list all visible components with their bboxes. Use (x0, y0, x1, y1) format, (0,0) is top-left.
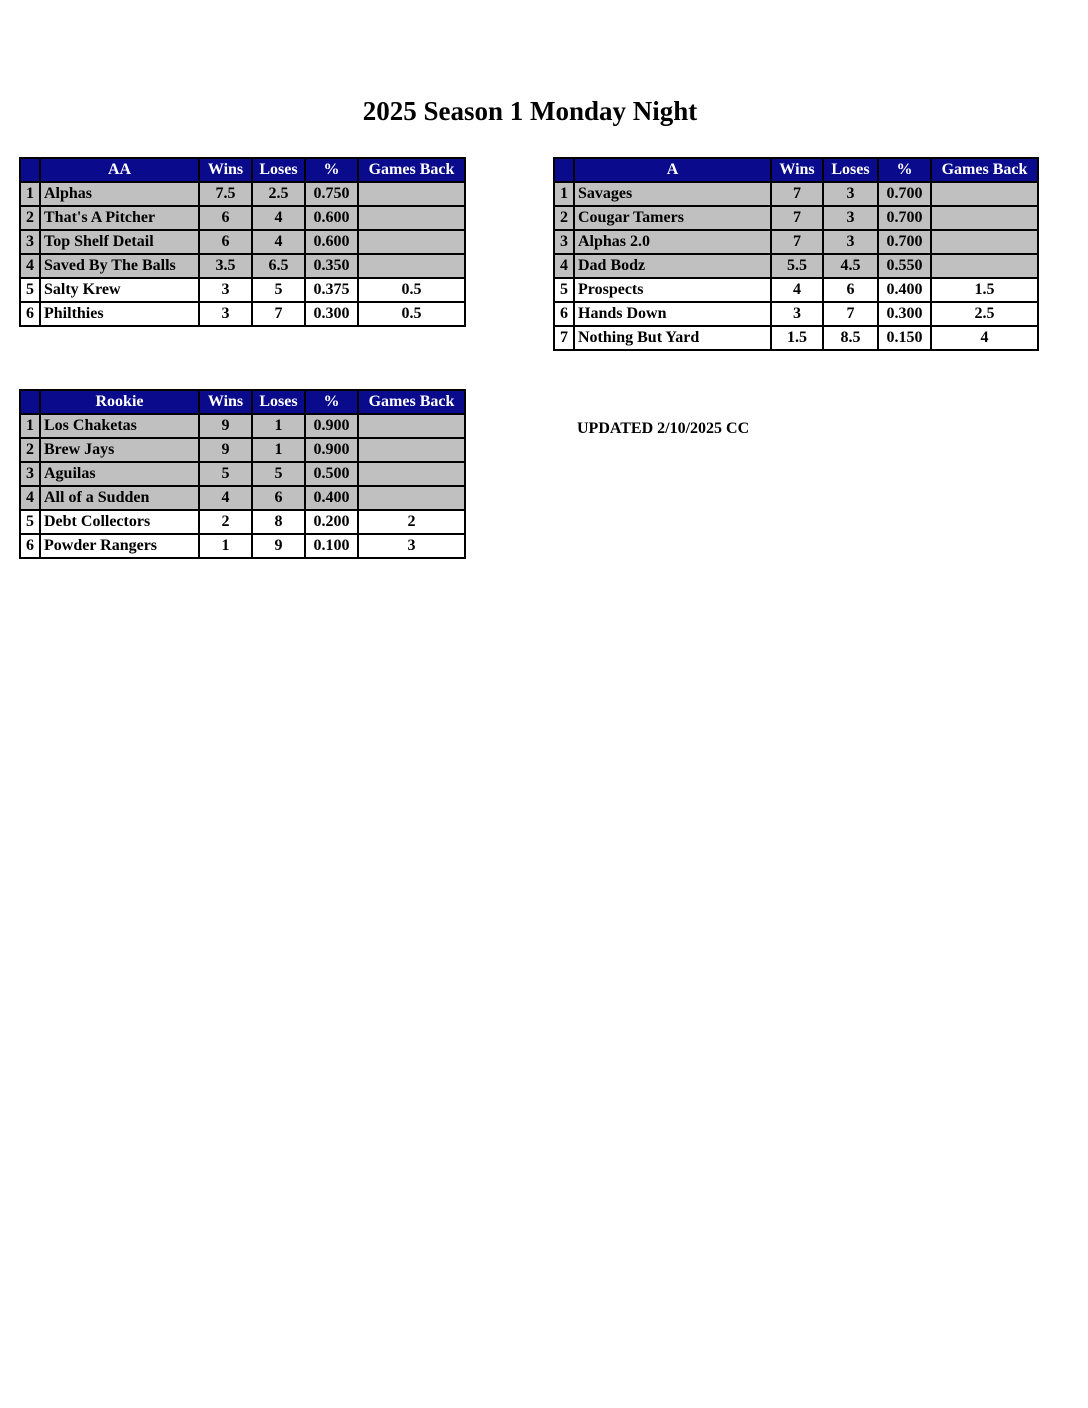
games-back-cell (931, 230, 1038, 254)
games-back-cell (358, 486, 465, 510)
rank-cell: 6 (20, 302, 40, 326)
table-row (554, 326, 1038, 350)
rank-cell: 2 (554, 206, 574, 230)
table-row (554, 206, 1038, 230)
team-name-cell: Brew Jays (40, 438, 199, 462)
wins-cell: 1.5 (771, 326, 823, 350)
games-back-cell: 0.5 (358, 278, 465, 302)
pct-cell: 0.200 (305, 510, 358, 534)
pct-cell: 0.550 (878, 254, 931, 278)
games-back-cell (931, 254, 1038, 278)
loses-cell: 8 (252, 510, 305, 534)
aa-standings-table (19, 157, 466, 327)
team-name-cell: Nothing But Yard (574, 326, 771, 350)
games-back-header: Games Back (358, 390, 465, 414)
team-name-cell: Prospects (574, 278, 771, 302)
rookie-standings-table (19, 389, 466, 559)
rank-header (554, 158, 574, 182)
table-row (20, 182, 465, 206)
games-back-cell (358, 462, 465, 486)
loses-cell: 7 (252, 302, 305, 326)
team-name-cell: Dad Bodz (574, 254, 771, 278)
wins-cell: 7 (771, 206, 823, 230)
team-name-cell: Cougar Tamers (574, 206, 771, 230)
wins-cell: 7 (771, 182, 823, 206)
wins-cell: 9 (199, 414, 252, 438)
wins-cell: 4 (771, 278, 823, 302)
pct-header: % (305, 390, 358, 414)
table-row (20, 462, 465, 486)
pct-cell: 0.700 (878, 230, 931, 254)
rank-cell: 4 (554, 254, 574, 278)
games-back-cell: 2.5 (931, 302, 1038, 326)
pct-cell: 0.375 (305, 278, 358, 302)
a-standings-table (553, 157, 1039, 351)
rank-cell: 1 (554, 182, 574, 206)
pct-header: % (305, 158, 358, 182)
wins-cell: 7 (771, 230, 823, 254)
wins-cell: 3 (199, 302, 252, 326)
division-header: A (574, 158, 771, 182)
table-row (20, 230, 465, 254)
table-row (554, 230, 1038, 254)
loses-cell: 4 (252, 206, 305, 230)
loses-cell: 3 (823, 182, 878, 206)
wins-cell: 4 (199, 486, 252, 510)
rank-cell: 3 (20, 230, 40, 254)
loses-cell: 6 (823, 278, 878, 302)
loses-cell: 1 (252, 438, 305, 462)
loses-cell: 4.5 (823, 254, 878, 278)
pct-header: % (878, 158, 931, 182)
loses-cell: 8.5 (823, 326, 878, 350)
games-back-cell (358, 230, 465, 254)
team-name-cell: Powder Rangers (40, 534, 199, 558)
pct-cell: 0.350 (305, 254, 358, 278)
loses-cell: 3 (823, 230, 878, 254)
games-back-cell (358, 206, 465, 230)
wins-cell: 2 (199, 510, 252, 534)
games-back-cell (358, 182, 465, 206)
table-row (554, 302, 1038, 326)
rank-cell: 7 (554, 326, 574, 350)
games-back-cell (358, 438, 465, 462)
pct-cell: 0.400 (305, 486, 358, 510)
loses-cell: 3 (823, 206, 878, 230)
table-row (20, 438, 465, 462)
rank-cell: 5 (20, 510, 40, 534)
pct-cell: 0.700 (878, 182, 931, 206)
pct-cell: 0.700 (878, 206, 931, 230)
games-back-cell: 3 (358, 534, 465, 558)
wins-cell: 5.5 (771, 254, 823, 278)
table-row (20, 510, 465, 534)
wins-cell: 3 (771, 302, 823, 326)
wins-cell: 5 (199, 462, 252, 486)
team-name-cell: Savages (574, 182, 771, 206)
table-header-row (20, 158, 465, 182)
wins-cell: 3 (199, 278, 252, 302)
table-row (20, 534, 465, 558)
team-name-cell: Alphas 2.0 (574, 230, 771, 254)
loses-cell: 9 (252, 534, 305, 558)
loses-cell: 4 (252, 230, 305, 254)
table-row (554, 254, 1038, 278)
loses-cell: 7 (823, 302, 878, 326)
loses-header: Loses (252, 158, 305, 182)
rank-header (20, 390, 40, 414)
team-name-cell: Debt Collectors (40, 510, 199, 534)
team-name-cell: Saved By The Balls (40, 254, 199, 278)
team-name-cell: Alphas (40, 182, 199, 206)
pct-cell: 0.900 (305, 438, 358, 462)
team-name-cell: Salty Krew (40, 278, 199, 302)
games-back-cell (931, 206, 1038, 230)
rank-cell: 5 (20, 278, 40, 302)
rank-header (20, 158, 40, 182)
table-row (554, 182, 1038, 206)
division-header: Rookie (40, 390, 199, 414)
team-name-cell: Aguilas (40, 462, 199, 486)
loses-cell: 6.5 (252, 254, 305, 278)
wins-cell: 6 (199, 230, 252, 254)
pct-cell: 0.600 (305, 230, 358, 254)
pct-cell: 0.300 (305, 302, 358, 326)
pct-cell: 0.900 (305, 414, 358, 438)
pct-cell: 0.600 (305, 206, 358, 230)
table-header-row (20, 390, 465, 414)
wins-cell: 7.5 (199, 182, 252, 206)
wins-header: Wins (199, 390, 252, 414)
loses-header: Loses (252, 390, 305, 414)
table-row (20, 486, 465, 510)
page-title: 2025 Season 1 Monday Night (362, 96, 698, 126)
loses-cell: 5 (252, 462, 305, 486)
team-name-cell: That's A Pitcher (40, 206, 199, 230)
rank-cell: 4 (20, 254, 40, 278)
division-header: AA (40, 158, 199, 182)
wins-cell: 9 (199, 438, 252, 462)
games-back-cell: 2 (358, 510, 465, 534)
team-name-cell: Hands Down (574, 302, 771, 326)
wins-cell: 6 (199, 206, 252, 230)
pct-cell: 0.150 (878, 326, 931, 350)
rank-cell: 2 (20, 438, 40, 462)
pct-cell: 0.300 (878, 302, 931, 326)
wins-header: Wins (199, 158, 252, 182)
wins-cell: 1 (199, 534, 252, 558)
games-back-cell (358, 254, 465, 278)
rank-cell: 1 (20, 182, 40, 206)
rank-cell: 2 (20, 206, 40, 230)
team-name-cell: Philthies (40, 302, 199, 326)
rank-cell: 1 (20, 414, 40, 438)
team-name-cell: All of a Sudden (40, 486, 199, 510)
games-back-header: Games Back (931, 158, 1038, 182)
pct-cell: 0.400 (878, 278, 931, 302)
table-header-row (554, 158, 1038, 182)
rank-cell: 4 (20, 486, 40, 510)
team-name-cell: Top Shelf Detail (40, 230, 199, 254)
loses-header: Loses (823, 158, 878, 182)
loses-cell: 5 (252, 278, 305, 302)
loses-cell: 1 (252, 414, 305, 438)
wins-header: Wins (771, 158, 823, 182)
games-back-cell: 1.5 (931, 278, 1038, 302)
loses-cell: 6 (252, 486, 305, 510)
table-row (20, 206, 465, 230)
rank-cell: 6 (554, 302, 574, 326)
rank-cell: 5 (554, 278, 574, 302)
games-back-cell: 0.5 (358, 302, 465, 326)
updated-note: UPDATED 2/10/2025 CC (577, 420, 750, 437)
games-back-cell: 4 (931, 326, 1038, 350)
rank-cell: 3 (20, 462, 40, 486)
table-row (20, 414, 465, 438)
pct-cell: 0.500 (305, 462, 358, 486)
games-back-cell (358, 414, 465, 438)
pct-cell: 0.750 (305, 182, 358, 206)
table-row (20, 254, 465, 278)
table-row (20, 278, 465, 302)
table-row (554, 278, 1038, 302)
pct-cell: 0.100 (305, 534, 358, 558)
games-back-cell (931, 182, 1038, 206)
wins-cell: 3.5 (199, 254, 252, 278)
team-name-cell: Los Chaketas (40, 414, 199, 438)
games-back-header: Games Back (358, 158, 465, 182)
table-row (20, 302, 465, 326)
rank-cell: 3 (554, 230, 574, 254)
loses-cell: 2.5 (252, 182, 305, 206)
rank-cell: 6 (20, 534, 40, 558)
